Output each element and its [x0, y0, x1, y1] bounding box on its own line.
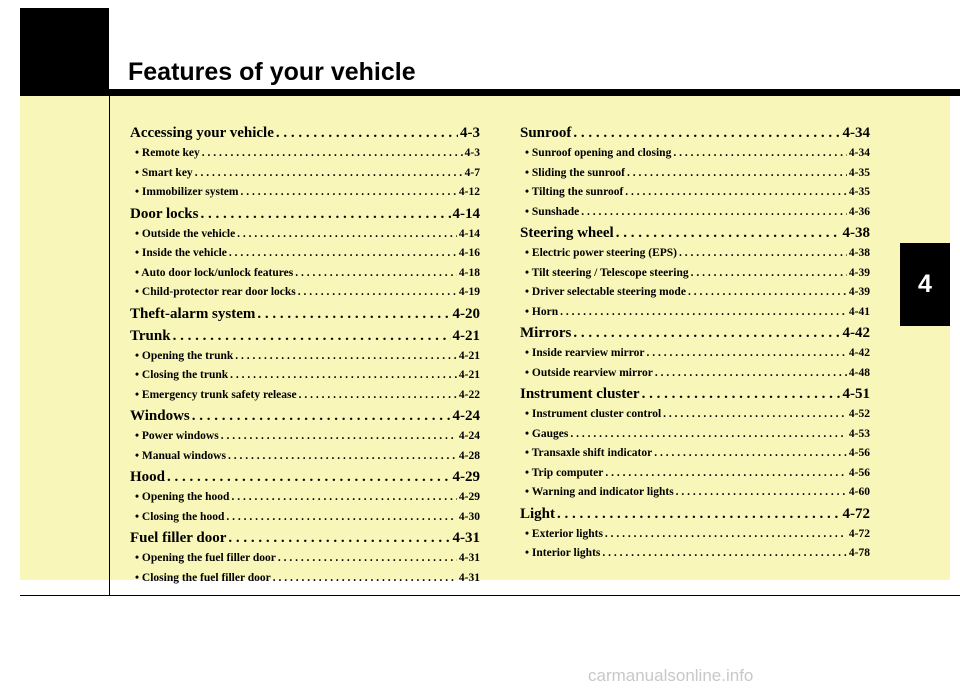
toc-page-number: 4-41	[848, 305, 870, 318]
toc-page-number: 4-52	[848, 408, 870, 420]
toc-page-number: 4-3	[460, 125, 480, 141]
dot-leader	[655, 364, 847, 384]
toc-section	[130, 466, 480, 527]
toc-page-number: 4-42	[842, 325, 870, 341]
toc-section-entry[interactable]	[520, 503, 870, 525]
toc-section	[130, 303, 480, 325]
toc-section	[130, 203, 480, 303]
dot-leader	[192, 405, 451, 427]
toc-page-number: 4-28	[458, 449, 480, 462]
toc-page-number: 4-35	[848, 166, 870, 179]
dot-leader	[228, 527, 450, 549]
toc-subentry[interactable]	[520, 405, 870, 425]
toc-subentry[interactable]	[130, 183, 480, 203]
toc-subentry-label: • Sliding the sunroof	[525, 166, 625, 179]
toc-section-entry[interactable]	[520, 122, 870, 144]
toc-page-number: 4-56	[848, 466, 870, 479]
toc-subentry-label: • Tilt steering / Telescope steering	[525, 266, 689, 279]
toc-subentry[interactable]	[130, 347, 480, 367]
dot-leader	[240, 183, 456, 203]
dot-leader	[298, 283, 457, 303]
toc-page-number: 4-53	[848, 427, 870, 440]
toc-subentry-label: • Outside the vehicle	[135, 227, 236, 240]
dot-leader	[235, 347, 457, 367]
toc-page-number: 4-39	[848, 266, 870, 279]
dot-leader	[200, 203, 450, 225]
toc-section	[130, 405, 480, 466]
toc-subentry-label: • Instrument cluster control	[525, 408, 662, 420]
dot-leader	[625, 183, 847, 203]
toc-subentry[interactable]	[520, 483, 870, 503]
toc-subentry-label: • Gauges	[525, 427, 569, 440]
toc-subentry-label: • Closing the fuel filler door	[135, 571, 271, 584]
toc-page-number: 4-16	[458, 247, 480, 259]
toc-subentry-label: • Sunshade	[525, 205, 580, 218]
toc-subentry-label: • Warning and indicator lights	[525, 486, 674, 498]
toc-page-number: 4-29	[452, 469, 480, 485]
page-title: Features of your vehicle	[128, 58, 416, 86]
dot-leader	[691, 264, 847, 284]
toc-subentry[interactable]	[130, 508, 480, 528]
toc-subentry[interactable]	[520, 164, 870, 184]
dot-leader	[573, 122, 840, 144]
toc-subentry[interactable]	[130, 549, 480, 569]
toc-section	[520, 503, 870, 564]
dot-leader	[221, 427, 457, 447]
dot-leader	[226, 508, 457, 528]
toc-page-number: 4-22	[458, 388, 480, 401]
watermark: carmanualsonline.info	[588, 666, 754, 685]
toc-subentry[interactable]	[520, 364, 870, 384]
toc-page-number: 4-31	[452, 530, 480, 546]
footer-rule	[20, 595, 960, 596]
toc-section-title: Hood	[130, 469, 166, 485]
toc-subentry[interactable]	[520, 244, 870, 264]
toc-subentry-label: • Outside rearview mirror	[525, 366, 653, 379]
toc-section	[520, 322, 870, 383]
toc-column-right	[520, 122, 870, 564]
toc-page-number: 4-56	[848, 447, 870, 459]
dot-leader	[230, 366, 457, 386]
margin-line	[109, 96, 110, 596]
toc-page-number: 4-38	[848, 247, 870, 259]
toc-subentry-label: • Electric power steering (EPS)	[525, 247, 677, 259]
toc-subentry-label: • Inside rearview mirror	[525, 347, 645, 359]
toc-page-number: 4-7	[464, 166, 480, 179]
dot-leader	[557, 503, 840, 525]
dot-leader	[299, 386, 457, 406]
toc-page-number: 4-19	[458, 286, 480, 298]
toc-page-number: 4-42	[848, 347, 870, 359]
toc-subentry[interactable]	[520, 344, 870, 364]
chapter-tab[interactable]: 4	[900, 243, 950, 326]
dot-leader	[229, 244, 457, 264]
toc-section-entry[interactable]	[130, 527, 480, 549]
dot-leader	[673, 144, 847, 164]
toc-subentry[interactable]	[520, 525, 870, 545]
toc-section	[130, 325, 480, 406]
dot-leader	[605, 464, 847, 484]
dot-leader	[642, 383, 841, 405]
dot-leader	[570, 425, 847, 445]
toc-subentry-label: • Smart key	[135, 166, 193, 179]
toc-subentry-label: • Opening the trunk	[135, 349, 234, 362]
toc-page-number: 4-48	[848, 366, 870, 379]
toc-page-number: 4-24	[458, 430, 480, 442]
toc-subentry-label: • Trip computer	[525, 466, 604, 479]
toc-subentry-label: • Remote key	[135, 147, 200, 159]
toc-section	[520, 222, 870, 322]
toc-page-number: 4-51	[842, 386, 870, 402]
dot-leader	[295, 264, 457, 284]
dot-leader	[202, 144, 463, 164]
toc-section-title: Theft-alarm system	[130, 305, 256, 322]
toc-subentry-label: • Exterior lights	[525, 527, 603, 540]
toc-section-title: Door locks	[130, 205, 199, 222]
dot-leader	[605, 525, 847, 545]
toc-subentry-label: • Driver selectable steering mode	[525, 286, 686, 298]
toc-subentry-label: • Emergency trunk safety release	[135, 388, 297, 401]
dot-leader	[228, 447, 457, 467]
toc-subentry[interactable]	[520, 544, 870, 564]
dot-leader	[276, 122, 458, 144]
toc-section	[130, 527, 480, 588]
toc-page-number: 4-24	[452, 408, 480, 424]
toc-subentry-label: • Child-protector rear door locks	[135, 286, 296, 298]
dot-leader	[273, 569, 457, 589]
toc-section-entry[interactable]	[130, 122, 480, 144]
toc-subentry[interactable]	[130, 569, 480, 589]
toc-section-title: Trunk	[130, 327, 171, 344]
toc-subentry-label: • Closing the hood	[135, 510, 225, 523]
toc-page-number: 4-14	[458, 227, 480, 240]
toc-section-entry[interactable]	[130, 405, 480, 427]
toc-section-title: Mirrors	[520, 325, 572, 341]
dot-leader	[560, 303, 847, 323]
dot-leader	[231, 488, 456, 508]
toc-section-title: Accessing your vehicle	[130, 125, 274, 141]
toc-subentry[interactable]	[520, 425, 870, 445]
dot-leader	[616, 222, 841, 244]
toc-section-entry[interactable]	[520, 222, 870, 244]
toc-subentry[interactable]	[130, 144, 480, 164]
dot-leader	[237, 225, 457, 245]
toc-subentry[interactable]	[130, 244, 480, 264]
toc-page-number: 4-31	[458, 552, 480, 564]
toc-subentry[interactable]	[130, 283, 480, 303]
toc-section-entry[interactable]	[130, 325, 480, 347]
dot-leader	[573, 322, 840, 344]
toc-page-number: 4-38	[842, 225, 870, 241]
toc-subentry-label: • Manual windows	[135, 449, 226, 462]
toc-subentry[interactable]	[130, 264, 480, 284]
toc-subentry[interactable]	[520, 203, 870, 223]
toc-page-number: 4-29	[458, 491, 480, 503]
toc-section-entry[interactable]	[130, 203, 480, 225]
toc-subentry[interactable]	[520, 464, 870, 484]
toc-page-number: 4-34	[848, 147, 870, 159]
toc-page-number: 4-18	[458, 266, 480, 279]
toc-subentry[interactable]	[130, 427, 480, 447]
toc-subentry-label: • Horn	[525, 305, 559, 318]
corner-black-block	[20, 8, 109, 96]
toc-page-number: 4-36	[848, 205, 870, 218]
toc-section	[130, 122, 480, 203]
toc-subentry[interactable]	[520, 444, 870, 464]
toc-page-number: 4-72	[842, 505, 870, 522]
toc-page-number: 4-20	[452, 305, 480, 322]
dot-leader	[676, 483, 847, 503]
toc-subentry-label: • Closing the trunk	[135, 369, 229, 381]
dot-leader	[647, 344, 847, 364]
toc-page-number: 4-35	[848, 186, 870, 198]
header-rule	[109, 89, 960, 96]
toc-section-title: Steering wheel	[520, 225, 614, 241]
toc-page-number: 4-39	[848, 286, 870, 298]
toc-subentry[interactable]	[130, 488, 480, 508]
dot-leader	[663, 405, 847, 425]
toc-subentry-label: • Opening the hood	[135, 491, 230, 503]
toc-subentry[interactable]	[520, 303, 870, 323]
dot-leader	[581, 203, 847, 223]
toc-section-title: Windows	[130, 408, 190, 424]
toc-page-number: 4-78	[848, 547, 870, 559]
toc-page-number: 4-21	[458, 349, 480, 362]
dot-leader	[627, 164, 847, 184]
dot-leader	[167, 466, 450, 488]
toc-subentry-label: • Power windows	[135, 430, 219, 442]
toc-section-entry[interactable]	[130, 303, 480, 325]
toc-subentry[interactable]	[520, 183, 870, 203]
toc-page-number: 4-60	[848, 486, 870, 498]
toc-section	[520, 122, 870, 222]
toc-page-number: 4-30	[458, 510, 480, 523]
toc-section-title: Instrument cluster	[520, 386, 640, 402]
toc-section-entry[interactable]	[130, 466, 480, 488]
toc-subentry-label: • Inside the vehicle	[135, 247, 227, 259]
dot-leader	[679, 244, 847, 264]
toc-page-number: 4-21	[458, 369, 480, 381]
toc-subentry[interactable]	[130, 225, 480, 245]
toc-subentry-label: • Immobilizer system	[135, 186, 239, 198]
toc-subentry[interactable]	[520, 283, 870, 303]
toc-page-number: 4-21	[452, 327, 480, 344]
toc-subentry-label: • Interior lights	[525, 547, 601, 559]
toc-subentry[interactable]	[130, 447, 480, 467]
toc-section-title: Light	[520, 505, 556, 522]
toc-subentry[interactable]	[520, 264, 870, 284]
dot-leader	[173, 325, 451, 347]
toc-page-number: 4-3	[464, 147, 480, 159]
toc-subentry[interactable]	[130, 164, 480, 184]
toc-subentry[interactable]	[520, 144, 870, 164]
toc-page-number: 4-34	[842, 125, 870, 141]
toc-subentry-label: • Tilting the sunroof	[525, 186, 624, 198]
dot-leader	[654, 444, 847, 464]
toc-subentry[interactable]	[130, 386, 480, 406]
dot-leader	[257, 303, 450, 325]
toc-page-number: 4-31	[458, 571, 480, 584]
toc-subentry-label: • Transaxle shift indicator	[525, 447, 653, 459]
toc-subentry-label: • Sunroof opening and closing	[525, 147, 672, 159]
dot-leader	[195, 164, 463, 184]
toc-subentry-label: • Auto door lock/unlock features	[135, 266, 294, 279]
toc-subentry[interactable]	[130, 366, 480, 386]
toc-subentry-label: • Opening the fuel filler door	[135, 552, 276, 564]
toc-section	[520, 383, 870, 503]
toc-column-left	[130, 122, 480, 588]
dot-leader	[602, 544, 847, 564]
toc-page-number: 4-14	[452, 205, 480, 222]
toc-section-title: Fuel filler door	[130, 530, 227, 546]
toc-section-entry[interactable]	[520, 383, 870, 405]
toc-section-title: Sunroof	[520, 125, 572, 141]
dot-leader	[688, 283, 847, 303]
toc-page-number: 4-72	[848, 527, 870, 540]
toc-section-entry[interactable]	[520, 322, 870, 344]
toc-page-number: 4-12	[458, 186, 480, 198]
dot-leader	[278, 549, 457, 569]
